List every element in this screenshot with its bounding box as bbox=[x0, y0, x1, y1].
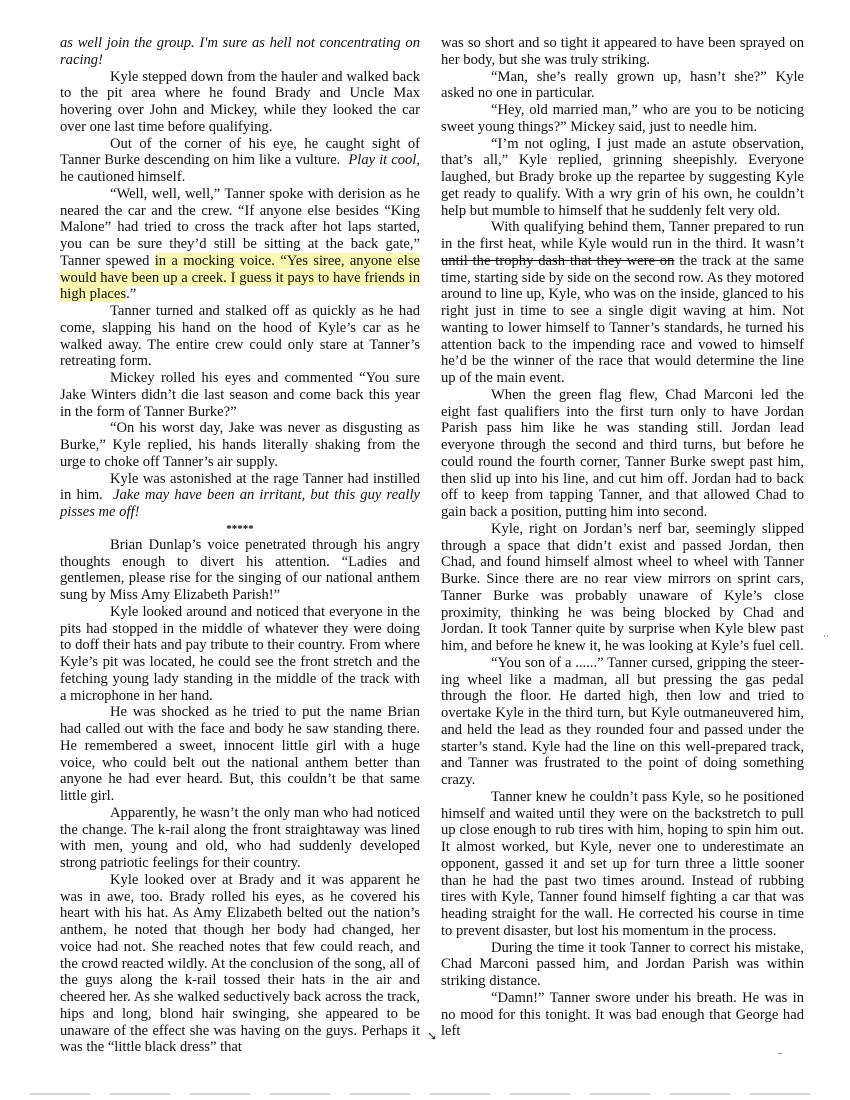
paragraph-text: .” bbox=[126, 286, 137, 303]
paragraph-text: With qualifying behind them, Tanner prepared to run in the first heat, while Kyle would run in the third. It wasn’t bbox=[441, 219, 804, 252]
scan-edge bbox=[30, 1093, 820, 1095]
paragraph: Kyle stepped down from the hauler and walked back to the pit area where he found Brady and Uncle Max hovering over John and Mickey, while they looked the car over one last time before qualifying. bbox=[60, 68, 420, 135]
paragraph bbox=[60, 186, 420, 303]
paragraph: He was shocked as he tried to put the name Brian had called out with the face and body he saw standing there. He remembered a sweet, innocent little girl with a huge voice, who could belt out the national anthem better than anyone he had ever heard. But, this couldn’t be that same little girl. bbox=[60, 704, 420, 804]
paragraph: When the green flag flew, Chad Marconi led the eight fast qualifiers into the first turn only to have Jordan Parish pass him like he was standing still. Jordan lead everyone through the second and third turns, but before he could round the fourth corner, Tanner Burke swept past him, then slid up into his line, and cut him off. Jordan had to back off to keep from tapping Tanner, and that allowed Chad to gain back a position, putting him into second. bbox=[441, 386, 804, 520]
paragraph-text: Out of the corner of his eye, he caught sight of Tanner Burke descending on him like a vulture. bbox=[60, 135, 420, 169]
paragraph: Mickey rolled his eyes and commented “You sure Jake Winters didn’t die last season and come back this year in the form of Tanner Burke?” bbox=[60, 370, 420, 420]
paragraph-text: the track at the same time, starting side by side on the second row. As they motored around to line up, Kyle, who was on the inside, glanced to his right just in time to see a single digit waving at him. Not wanting to lower himself to Tanner’s standards, he turned his attention back to the impending race and vowed to himself he’d be the winner of the race that would determine the line up of the main event. bbox=[441, 252, 804, 386]
paragraph: Tanner turned and stalked off as quickly as he had come, slapping his hand on the hood of Kyle’s car as he walked away. The entire crew could only stare at Tanner’s retreating form. bbox=[60, 303, 420, 370]
paragraph: “I’m not ogling, I just made an astute observation, that’s all,” Kyle replied, grinning sheepishly. Everyone laughed, but Brady broke up the repartee by suggesting Kyle get ready to qualify. With a wry grin of his own, he couldn’t help but mumble to himself that he suddenly felt very old. bbox=[441, 135, 804, 219]
paragraph bbox=[441, 219, 804, 387]
left-column bbox=[60, 35, 420, 1056]
paragraph: “On his worst day, Jake was never as disgusting as Burke,” Kyle replied, his hands literally shaking from the urge to choke off Tanner’s air supply. bbox=[60, 420, 420, 470]
paragraph: Tanner knew he couldn’t pass Kyle, so he positioned himself and waited until they were on the backstretch to pull up close enough to rub tires with him, hoping to spin him out. It almost worked, but Kyle, never one to underestimate an opponent, gassed it and set up for turn three a little sooner than he had the past two times around. Instead of rubbing tires with Kyle, Tanner found himself fighting a car that was heading straight for the wall. He corrected his course in time to prevent disaster, but lost his momentum in the process. bbox=[441, 788, 804, 939]
paragraph bbox=[60, 471, 420, 521]
paragraph: “Man, she’s really grown up, hasn’t she?” Kyle asked no one in particular. bbox=[441, 68, 804, 102]
paragraph: “Hey, old married man,” who are you to be noticing sweet young things?” Mickey said, just to needle him. bbox=[441, 102, 804, 135]
paragraph: “You son of a ......” Tanner cursed, gripping the steering wheel like a madman, all but pressing the gas pedal through the floor. He darted high, then low and tried to overtake Kyle in the third turn, but Kyle outmaneuvered him, and held the lead as they rounded four and passed under the starter’s stand. Kyle had the line on this well-prepared track, and Tanner was frustrated to the point of doing something crazy. bbox=[441, 654, 804, 788]
italic-thought: Play it cool, bbox=[348, 152, 420, 169]
struck-text: until the trophy dash that they were on bbox=[441, 252, 675, 269]
paragraph: Apparently, he wasn’t the only man who had noticed the change. The k-rail along the front straightaway was lined with men, young and old, who had suddenly developed strong patriotic feelings for their country. bbox=[60, 804, 420, 871]
paragraph bbox=[60, 136, 420, 186]
paragraph: Kyle, right on Jordan’s nerf bar, seemingly slipped through a space that didn’t exist and passed Jordan, then Chad, and found himself almost wheel to wheel with Tanner Burke. Since there are no rear view mirrors on sprint cars, Tanner Burke was probably unaware of Kyle’s close proximity, thinking he was being blocked by Chad and Jordan. It took Tanner quite by surprise when Kyle blew past him, and before he knew it, he was looking at Kyle’s fuel cell. bbox=[441, 520, 804, 654]
section-separator: ***** bbox=[226, 522, 254, 535]
highlighted-text: in a mocking voice. “Yes siree, anyone else would have been up a creek. I guess it pays to have friends in high places bbox=[60, 252, 420, 303]
scan-speck: – bbox=[778, 1048, 783, 1058]
paragraph-text: he cautioned himself. bbox=[60, 169, 186, 185]
paragraph: During the time it took Tanner to correct his mistake, Chad Marconi passed him, and Jordan Parish was within striking distance. bbox=[441, 939, 804, 989]
paragraph: Kyle looked over at Brady and it was apparent he was in awe, too. Brady rolled his eyes, as he covered his heart with his hat. As Amy Elizabeth belted out the nation’s anthem, he noted that though her body had changed, her voice had not. She reached notes that few could reach, and the crowd reacted wildly. At the conclusion of the song, all of the guys along the k-rail tossed their hats in the air and cheered her. As she walked seductively back across the track, hips and long, blond hair swinging, she appeared to be unaware of the effect she was having on the guys. Perhaps it was the “little black dress” that bbox=[60, 871, 420, 1056]
right-column bbox=[441, 35, 804, 1040]
paragraph: was so short and so tight it appeared to have been sprayed on her body, but she was truly striking. bbox=[441, 35, 804, 68]
scan-speck: ·· bbox=[823, 631, 829, 641]
italic-thought: Jake may have been an irritant, but this guy really pisses me off! bbox=[60, 487, 421, 520]
paragraph: Brian Dunlap’s voice penetrated through his angry thoughts enough to divert his attention. “Ladies and gentlemen, please rise for the singing of our national anthem sung by Miss Amy Elizabeth Parish!” bbox=[60, 536, 420, 603]
scan-speck: ➘ bbox=[427, 1029, 438, 1043]
paragraph-text: “Well, well, well,” Tanner spoke with derision as he neared the car and the crew. “If anyone else besides “King Malone” had tried to cross the track after hot laps started, you can be sure they’d still be sitting at the back gate,” Tanner spewed bbox=[60, 185, 420, 269]
paragraph-text: Kyle was astonished at the rage Tanner had instilled in him. bbox=[60, 470, 420, 504]
paragraph: Kyle looked around and noticed that everyone in the pits had stopped in the middle of whatever they were doing to doff their hats and pay tribute to their country. From where Kyle’s pit was located, he could see the front stretch and the fetching young lady standing in the middle of the track with a microphone in her hand. bbox=[60, 603, 420, 704]
paragraph: as well join the group. I'm sure as hell not concentrating on racing! bbox=[60, 35, 420, 68]
paragraph: “Damn!” Tanner swore under his breath. He was in no mood for this tonight. It was bad enough that George had left bbox=[441, 989, 804, 1040]
